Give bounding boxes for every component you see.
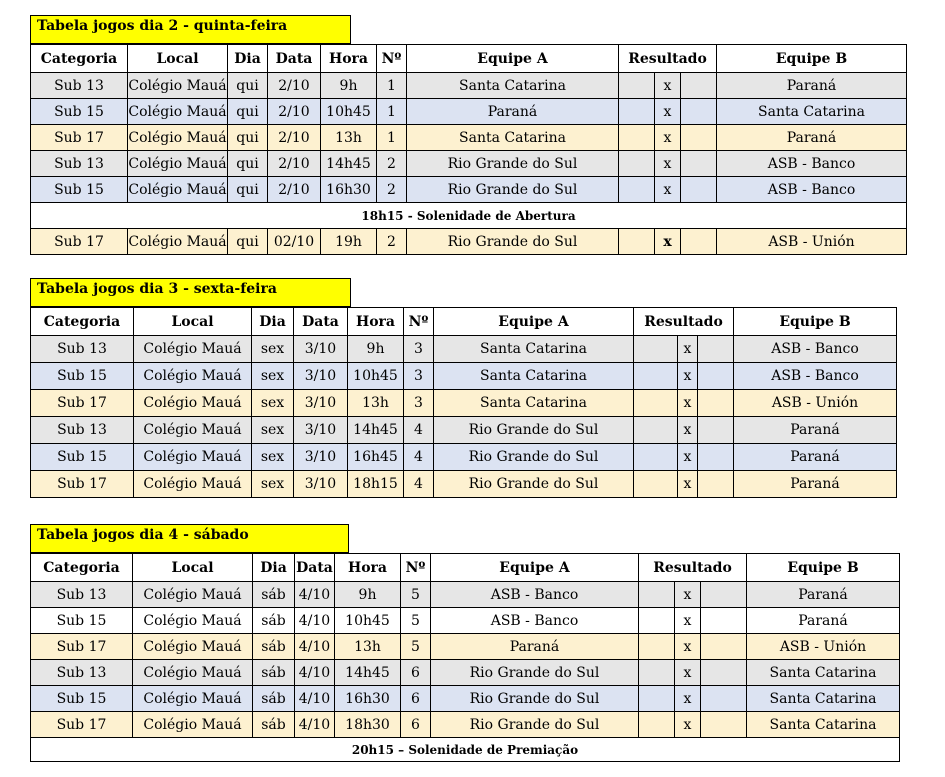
cell-dia: qui [228, 125, 268, 151]
cell-score-b [701, 634, 747, 660]
cell-local: Colégio Mauá [133, 608, 253, 634]
cell-score-a [634, 417, 678, 444]
table-row [31, 582, 900, 608]
cell-numero: 2 [377, 229, 407, 255]
cell-score-b [701, 686, 747, 712]
cell-numero: 1 [377, 99, 407, 125]
cell-dia: qui [228, 99, 268, 125]
cell-numero: 2 [377, 177, 407, 203]
cell-hora: 18h30 [335, 712, 401, 738]
col-categoria-header: Categoria [31, 45, 128, 73]
cell-dia: sex [252, 390, 294, 417]
table-row [31, 390, 897, 417]
day4-title: Tabela jogos dia 4 - sábado [30, 524, 349, 553]
cell-equipe-b: ASB - Banco [734, 336, 897, 363]
cell-equipe-a: Santa Catarina [434, 390, 634, 417]
cell-categoria: Sub 17 [31, 125, 128, 151]
cell-hora: 9h [321, 73, 377, 99]
cell-score-a [639, 582, 675, 608]
cell-categoria: Sub 15 [31, 363, 134, 390]
cell-versus: x [678, 444, 698, 471]
cell-hora: 13h [321, 125, 377, 151]
cell-score-a [639, 634, 675, 660]
cell-dia: sex [252, 444, 294, 471]
table-row [31, 73, 907, 99]
cell-data: 2/10 [268, 177, 321, 203]
table-row [31, 177, 907, 203]
cell-versus: x [655, 151, 681, 177]
cell-dia: sáb [253, 608, 295, 634]
table-row [31, 712, 900, 738]
cell-hora: 9h [335, 582, 401, 608]
table-row [31, 417, 897, 444]
col-equipe-b-header: Equipe B [734, 308, 897, 336]
ceremony-note: 20h15 – Solenidade de Premiação [31, 738, 900, 762]
cell-score-a [619, 229, 655, 255]
cell-dia: sex [252, 471, 294, 498]
cell-numero: 1 [377, 73, 407, 99]
cell-categoria: Sub 15 [31, 444, 134, 471]
cell-data: 4/10 [295, 686, 335, 712]
cell-hora: 16h30 [335, 686, 401, 712]
day2-title: Tabela jogos dia 2 - quinta-feira [30, 15, 351, 44]
cell-numero: 6 [401, 660, 431, 686]
cell-equipe-b: Paraná [717, 125, 907, 151]
cell-categoria: Sub 15 [31, 99, 128, 125]
cell-equipe-b: ASB - Unión [747, 634, 900, 660]
col-data-header: Data [268, 45, 321, 73]
cell-dia: qui [228, 229, 268, 255]
cell-equipe-a: Rio Grande do Sul [431, 660, 639, 686]
cell-versus: x [678, 417, 698, 444]
day3-title: Tabela jogos dia 3 - sexta-feira [30, 278, 351, 307]
cell-equipe-b: Santa Catarina [747, 686, 900, 712]
cell-score-a [634, 444, 678, 471]
cell-data: 3/10 [294, 336, 348, 363]
cell-dia: qui [228, 73, 268, 99]
cell-score-a [619, 99, 655, 125]
cell-categoria: Sub 15 [31, 177, 128, 203]
cell-versus: x [678, 471, 698, 498]
cell-equipe-a: Rio Grande do Sul [431, 686, 639, 712]
table-row [31, 336, 897, 363]
cell-numero: 2 [377, 151, 407, 177]
cell-local: Colégio Mauá [134, 390, 252, 417]
table-row [31, 444, 897, 471]
cell-hora: 16h30 [321, 177, 377, 203]
day2-schedule-table [30, 44, 907, 255]
cell-categoria: Sub 13 [31, 151, 128, 177]
cell-local: Colégio Mauá [134, 471, 252, 498]
cell-versus: x [655, 73, 681, 99]
cell-data: 4/10 [295, 634, 335, 660]
col-hora-header: Hora [348, 308, 404, 336]
cell-equipe-b: ASB - Banco [717, 151, 907, 177]
cell-categoria: Sub 17 [31, 712, 133, 738]
cell-equipe-b: Paraná [734, 471, 897, 498]
cell-score-a [639, 686, 675, 712]
col-equipe-a-header: Equipe A [434, 308, 634, 336]
cell-equipe-a: Rio Grande do Sul [434, 471, 634, 498]
cell-local: Colégio Mauá [128, 73, 228, 99]
cell-data: 02/10 [268, 229, 321, 255]
cell-local: Colégio Mauá [133, 582, 253, 608]
cell-data: 3/10 [294, 390, 348, 417]
col-numero-header: Nº [401, 554, 431, 582]
cell-data: 2/10 [268, 151, 321, 177]
col-data-header: Data [294, 308, 348, 336]
table-row [31, 99, 907, 125]
cell-local: Colégio Mauá [128, 177, 228, 203]
col-equipe-a-header: Equipe A [431, 554, 639, 582]
cell-categoria: Sub 13 [31, 73, 128, 99]
cell-numero: 3 [404, 336, 434, 363]
cell-hora: 13h [348, 390, 404, 417]
cell-local: Colégio Mauá [133, 634, 253, 660]
cell-local: Colégio Mauá [134, 417, 252, 444]
cell-dia: sáb [253, 634, 295, 660]
cell-score-a [639, 712, 675, 738]
cell-data: 3/10 [294, 444, 348, 471]
cell-equipe-a: Santa Catarina [434, 363, 634, 390]
cell-versus: x [675, 582, 701, 608]
day3-schedule-table [30, 307, 897, 498]
cell-hora: 16h45 [348, 444, 404, 471]
cell-score-a [619, 73, 655, 99]
cell-hora: 10h45 [335, 608, 401, 634]
cell-equipe-b: ASB - Banco [734, 363, 897, 390]
cell-data: 3/10 [294, 417, 348, 444]
cell-equipe-a: Rio Grande do Sul [434, 417, 634, 444]
col-local-header: Local [133, 554, 253, 582]
col-numero-header: Nº [404, 308, 434, 336]
col-resultado-header: Resultado [634, 308, 734, 336]
cell-versus: x [655, 177, 681, 203]
col-hora-header: Hora [321, 45, 377, 73]
cell-categoria: Sub 13 [31, 582, 133, 608]
cell-numero: 4 [404, 417, 434, 444]
cell-score-b [701, 608, 747, 634]
cell-score-b [698, 471, 734, 498]
cell-local: Colégio Mauá [128, 99, 228, 125]
cell-local: Colégio Mauá [134, 336, 252, 363]
cell-equipe-a: Rio Grande do Sul [434, 444, 634, 471]
cell-dia: sáb [253, 712, 295, 738]
cell-score-b [681, 99, 717, 125]
table-row [31, 634, 900, 660]
cell-score-b [698, 363, 734, 390]
cell-equipe-a: Paraná [431, 634, 639, 660]
cell-versus: x [675, 712, 701, 738]
cell-score-a [634, 390, 678, 417]
cell-categoria: Sub 17 [31, 471, 134, 498]
cell-hora: 18h15 [348, 471, 404, 498]
cell-equipe-a: Santa Catarina [434, 336, 634, 363]
cell-equipe-a: Paraná [407, 99, 619, 125]
cell-local: Colégio Mauá [134, 444, 252, 471]
cell-dia: sáb [253, 686, 295, 712]
cell-score-b [701, 582, 747, 608]
cell-versus: x [675, 686, 701, 712]
cell-numero: 4 [404, 471, 434, 498]
cell-versus: x [655, 229, 681, 255]
cell-numero: 3 [404, 390, 434, 417]
table-row [31, 686, 900, 712]
cell-categoria: Sub 17 [31, 229, 128, 255]
cell-versus: x [675, 634, 701, 660]
cell-versus: x [675, 608, 701, 634]
cell-score-a [634, 471, 678, 498]
cell-data: 4/10 [295, 582, 335, 608]
col-local-header: Local [128, 45, 228, 73]
cell-dia: qui [228, 151, 268, 177]
cell-dia: sex [252, 363, 294, 390]
col-equipe-b-header: Equipe B [717, 45, 907, 73]
cell-data: 3/10 [294, 471, 348, 498]
col-categoria-header: Categoria [31, 308, 134, 336]
col-dia-header: Dia [253, 554, 295, 582]
cell-categoria: Sub 17 [31, 390, 134, 417]
cell-hora: 13h [335, 634, 401, 660]
col-resultado-header: Resultado [619, 45, 717, 73]
cell-versus: x [678, 336, 698, 363]
cell-dia: sáb [253, 582, 295, 608]
cell-equipe-a: Santa Catarina [407, 73, 619, 99]
table-row [31, 608, 900, 634]
cell-equipe-b: ASB - Unión [717, 229, 907, 255]
cell-dia: qui [228, 177, 268, 203]
cell-equipe-a: Rio Grande do Sul [431, 712, 639, 738]
cell-local: Colégio Mauá [128, 151, 228, 177]
cell-equipe-b: Paraná [734, 444, 897, 471]
header-row [31, 308, 897, 336]
cell-local: Colégio Mauá [128, 229, 228, 255]
cell-equipe-a: Rio Grande do Sul [407, 151, 619, 177]
cell-score-a [619, 125, 655, 151]
cell-score-a [639, 660, 675, 686]
cell-score-b [698, 336, 734, 363]
col-hora-header: Hora [335, 554, 401, 582]
cell-equipe-b: Santa Catarina [747, 660, 900, 686]
cell-score-b [698, 390, 734, 417]
cell-score-b [701, 660, 747, 686]
cell-numero: 5 [401, 608, 431, 634]
cell-versus: x [678, 363, 698, 390]
cell-categoria: Sub 13 [31, 336, 134, 363]
cell-score-b [701, 712, 747, 738]
cell-versus: x [675, 660, 701, 686]
cell-versus: x [678, 390, 698, 417]
cell-numero: 5 [401, 634, 431, 660]
cell-dia: sáb [253, 660, 295, 686]
cell-equipe-a: Rio Grande do Sul [407, 177, 619, 203]
cell-equipe-b: Paraná [717, 73, 907, 99]
cell-score-a [619, 151, 655, 177]
cell-data: 3/10 [294, 363, 348, 390]
cell-local: Colégio Mauá [128, 125, 228, 151]
cell-categoria: Sub 13 [31, 417, 134, 444]
cell-hora: 10h45 [321, 99, 377, 125]
cell-score-b [681, 229, 717, 255]
cell-score-a [634, 336, 678, 363]
cell-data: 2/10 [268, 73, 321, 99]
cell-score-b [681, 125, 717, 151]
table-row [31, 151, 907, 177]
cell-equipe-b: Paraná [747, 582, 900, 608]
col-equipe-b-header: Equipe B [747, 554, 900, 582]
cell-numero: 6 [401, 712, 431, 738]
header-row [31, 45, 907, 73]
cell-hora: 10h45 [348, 363, 404, 390]
cell-hora: 14h45 [348, 417, 404, 444]
ceremony-note: 18h15 - Solenidade de Abertura [31, 203, 907, 229]
table-row [31, 229, 907, 255]
cell-numero: 4 [404, 444, 434, 471]
cell-equipe-a: Santa Catarina [407, 125, 619, 151]
col-categoria-header: Categoria [31, 554, 133, 582]
cell-equipe-a: ASB - Banco [431, 608, 639, 634]
cell-data: 2/10 [268, 125, 321, 151]
col-data-header: Data [295, 554, 335, 582]
table-row [31, 125, 907, 151]
table-row [31, 363, 897, 390]
cell-data: 2/10 [268, 99, 321, 125]
cell-categoria: Sub 17 [31, 634, 133, 660]
cell-equipe-b: ASB - Unión [734, 390, 897, 417]
cell-hora: 19h [321, 229, 377, 255]
cell-score-b [698, 417, 734, 444]
cell-equipe-b: ASB - Banco [717, 177, 907, 203]
cell-data: 4/10 [295, 712, 335, 738]
cell-equipe-a: ASB - Banco [431, 582, 639, 608]
header-row [31, 554, 900, 582]
cell-versus: x [655, 125, 681, 151]
col-dia-header: Dia [252, 308, 294, 336]
col-numero-header: Nº [377, 45, 407, 73]
cell-dia: sex [252, 417, 294, 444]
cell-hora: 9h [348, 336, 404, 363]
day4-schedule-table [30, 553, 900, 762]
cell-versus: x [655, 99, 681, 125]
ceremony-row [31, 738, 900, 762]
cell-equipe-b: Paraná [747, 608, 900, 634]
table-row [31, 471, 897, 498]
cell-numero: 1 [377, 125, 407, 151]
col-resultado-header: Resultado [639, 554, 747, 582]
ceremony-row [31, 203, 907, 229]
cell-local: Colégio Mauá [134, 363, 252, 390]
cell-local: Colégio Mauá [133, 712, 253, 738]
col-equipe-a-header: Equipe A [407, 45, 619, 73]
col-dia-header: Dia [228, 45, 268, 73]
cell-score-a [634, 363, 678, 390]
cell-score-b [681, 177, 717, 203]
table-row [31, 660, 900, 686]
cell-score-b [681, 73, 717, 99]
cell-score-a [639, 608, 675, 634]
cell-categoria: Sub 13 [31, 660, 133, 686]
cell-data: 4/10 [295, 608, 335, 634]
cell-equipe-b: Santa Catarina [747, 712, 900, 738]
cell-score-a [619, 177, 655, 203]
cell-local: Colégio Mauá [133, 660, 253, 686]
cell-dia: sex [252, 336, 294, 363]
cell-local: Colégio Mauá [133, 686, 253, 712]
cell-categoria: Sub 15 [31, 686, 133, 712]
cell-numero: 6 [401, 686, 431, 712]
cell-hora: 14h45 [321, 151, 377, 177]
cell-hora: 14h45 [335, 660, 401, 686]
cell-data: 4/10 [295, 660, 335, 686]
cell-equipe-b: Santa Catarina [717, 99, 907, 125]
cell-score-b [681, 151, 717, 177]
cell-numero: 3 [404, 363, 434, 390]
col-local-header: Local [134, 308, 252, 336]
cell-equipe-b: Paraná [734, 417, 897, 444]
cell-score-b [698, 444, 734, 471]
cell-categoria: Sub 15 [31, 608, 133, 634]
cell-numero: 5 [401, 582, 431, 608]
cell-equipe-a: Rio Grande do Sul [407, 229, 619, 255]
